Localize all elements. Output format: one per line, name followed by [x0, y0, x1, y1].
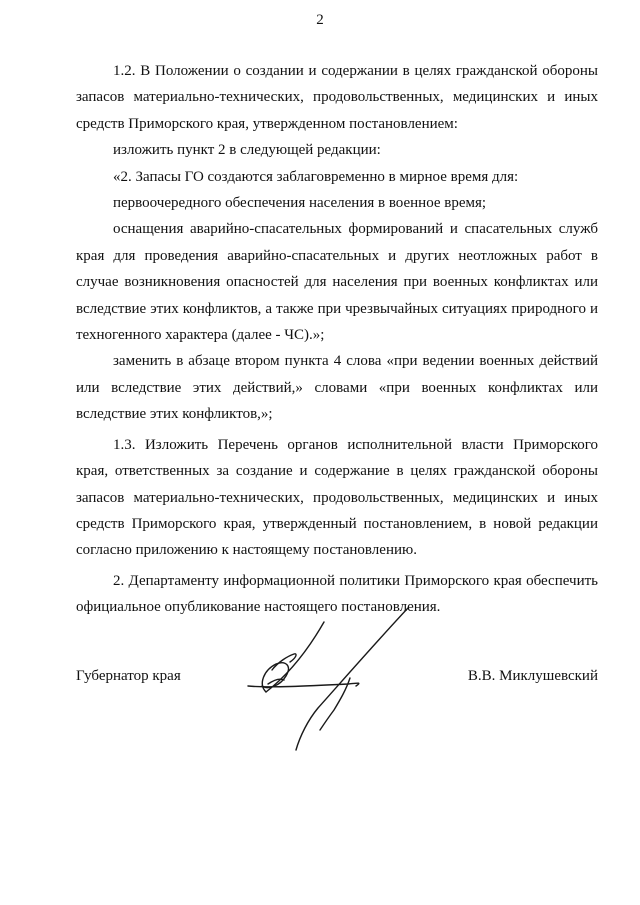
paragraph-2: 2. Департаменту информационной политики Приморского края обеспечить официальное опубликование настоящего постановления.	[76, 572, 598, 616]
paragraph-item-2-equipment: оснащения аварийно-спасательных формирований и спасательных служб края для проведения аварийно-спасательных и других неотложных работ в случае возникновения опасностей для населения при военных конфликтах или вследствие этих конфликтов, а также при чрезвычайных ситуациях природного и техногенного характера (далее - ЧС).»;	[76, 221, 598, 344]
signatory-position: Губернатор края	[76, 668, 181, 684]
signatory-name: В.В. Миклушевский	[467, 668, 598, 684]
paragraph-item-2-priority: первоочередного обеспечения населения в военное время;	[113, 195, 487, 212]
handwritten-signature	[228, 600, 408, 760]
page-number: 2	[316, 12, 324, 28]
paragraph-instruction: изложить пункт 2 в следующей редакции:	[113, 142, 381, 159]
paragraph-1-3: 1.3. Изложить Перечень органов исполнительной власти Приморского края, ответственных за создание и содержание в целях гражданской обороны запасов материально-технических, продовольственных, медицинских и иных средств Приморского края, утвержденный постановлением, в новой редакции согласно приложению к настоящему постановлению.	[76, 436, 598, 559]
paragraph-item-2-intro: «2. Запасы ГО создаются заблаговременно в мирное время для:	[113, 168, 519, 185]
paragraph-1-2: 1.2. В Положении о создании и содержании в целях гражданской обороны запасов материально-технических, продовольственных, медицинских и иных средств Приморского края, утвержденном постановлением:	[76, 63, 598, 132]
document-body	[76, 58, 598, 621]
paragraph-replace-words: заменить в абзаце втором пункта 4 слова «при ведении военных действий или вследствие этих действий,» словами «при военных конфликтах или вследствие этих конфликтов,»;	[76, 353, 598, 423]
